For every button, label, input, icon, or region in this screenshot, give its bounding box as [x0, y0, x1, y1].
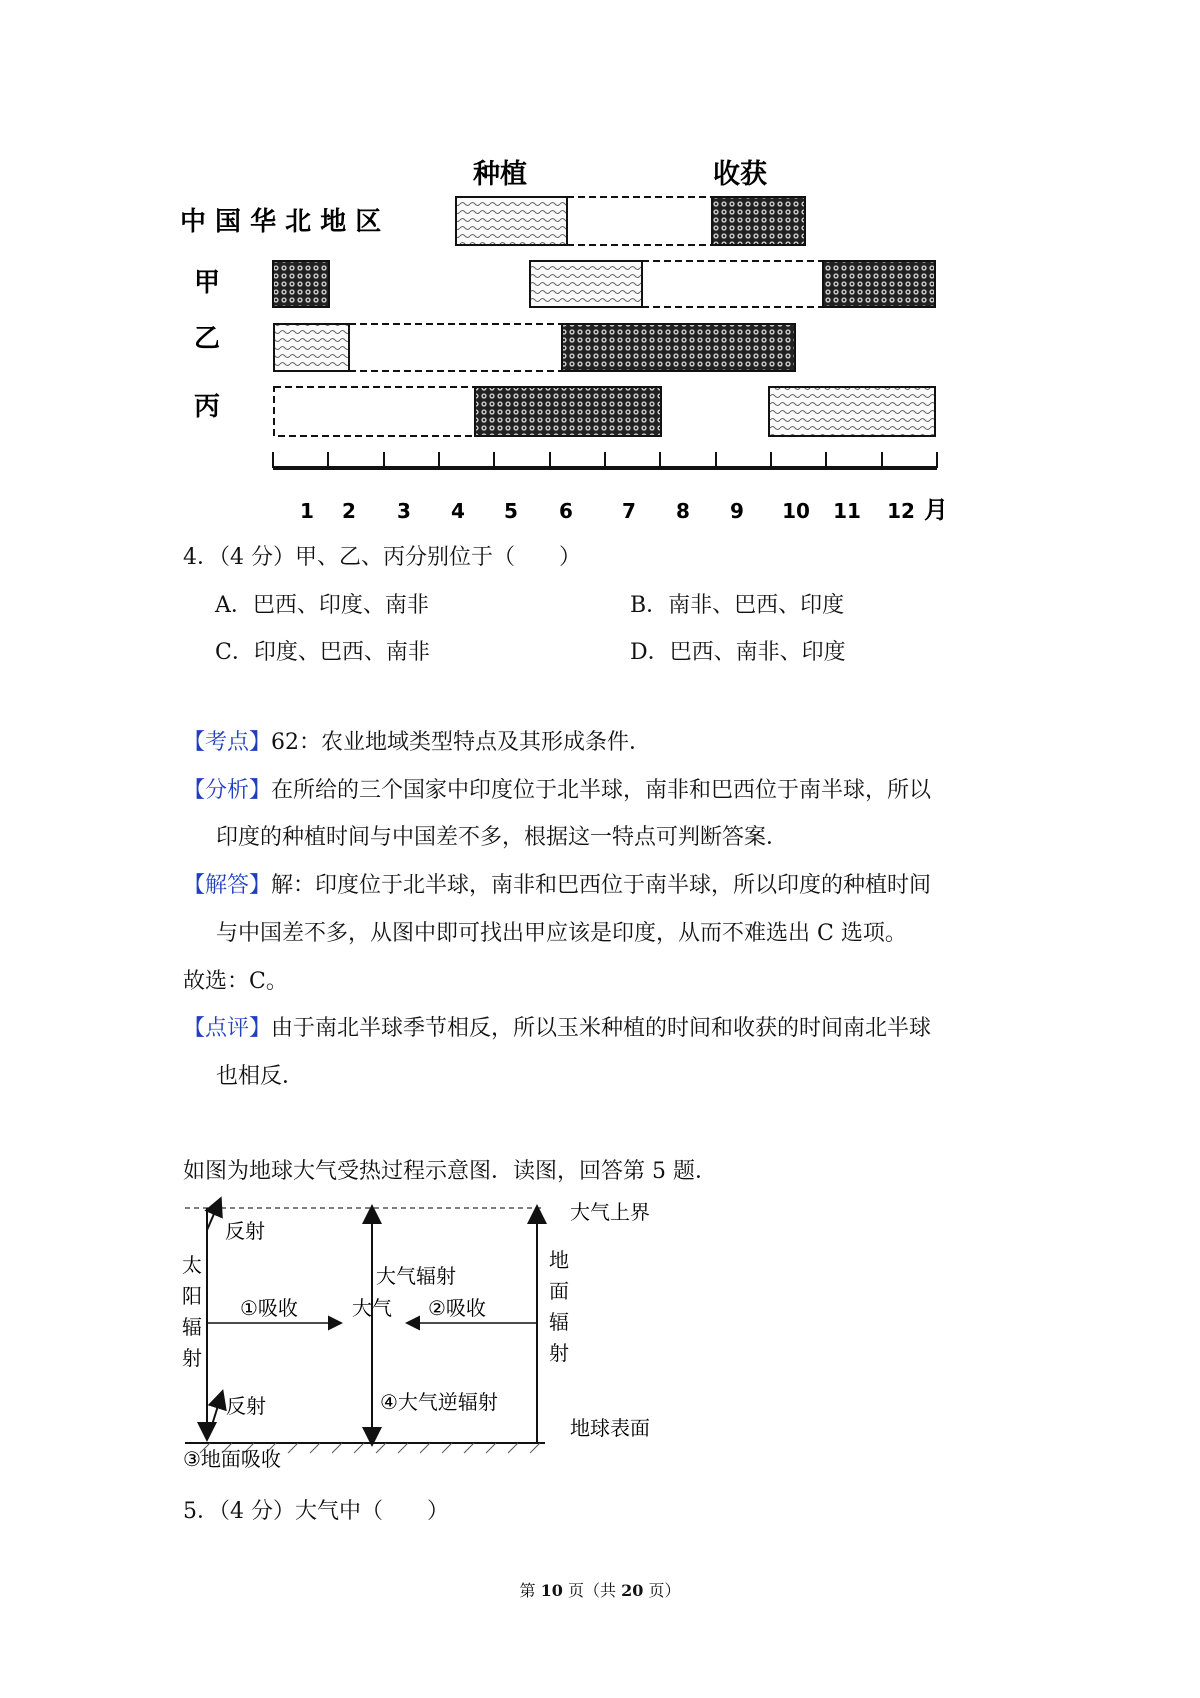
reflect-bottom-label: 反射 — [226, 1394, 266, 1418]
planting-bar — [530, 261, 642, 307]
earth-surface-label: 地球表面 — [570, 1416, 650, 1440]
harvest-bar — [712, 197, 805, 245]
page-number: 10 — [540, 1581, 563, 1600]
svg-text:太: 太 — [182, 1253, 202, 1277]
kaodian-line — [183, 731, 651, 755]
question-4-option-c: C．印度、巴西、南非 — [215, 640, 430, 665]
fenxi-text-2: 印度的种植时间与中国差不多，根据这一特点可判断答案． — [216, 825, 789, 850]
month-label: 2 — [342, 499, 356, 523]
question-4-stem: 4．（4 分）甲、乙、丙分别位于（ ） — [183, 545, 581, 570]
harvest-bar — [823, 261, 935, 307]
absorb-2-label: ②吸收 — [428, 1296, 486, 1320]
ground-absorb-label: ③地面吸收 — [183, 1447, 281, 1471]
fenxi-line-1 — [183, 779, 931, 803]
crop-calendar-chart — [0, 0, 1200, 530]
question-4-option-a: A．巴西、印度、南非 — [215, 593, 429, 618]
fenxi-tag: 【分析】 — [183, 778, 272, 803]
month-label: 3 — [397, 499, 411, 523]
atmosphere-radiation-label: 大气辐射 — [376, 1264, 456, 1288]
jieda-line-1 — [183, 874, 931, 898]
dianping-text-2: 也相反． — [216, 1064, 305, 1089]
page-total: 20 — [621, 1581, 644, 1600]
month-label: 1 — [300, 499, 314, 523]
harvest-bar — [273, 261, 329, 307]
svg-text:射: 射 — [182, 1346, 202, 1370]
dianping-text-1: 由于南北半球季节相反，所以玉米种植的时间和收获的时间南北半球 — [271, 1016, 932, 1041]
month-label: 9 — [730, 499, 744, 523]
planting-bar — [274, 324, 349, 371]
jieda-text-1: 解：印度位于北半球，南非和巴西位于南半球，所以印度的种植时间 — [271, 873, 932, 898]
month-tick-labels — [300, 496, 948, 524]
kaodian-text: 62：农业地域类型特点及其形成条件． — [271, 730, 652, 755]
reflect-top-arrow — [207, 1200, 220, 1230]
growing-period — [274, 387, 475, 436]
answer-line: 故选：C。 — [183, 969, 288, 994]
reflect-bottom-arrow — [212, 1393, 222, 1425]
solar-radiation-label — [182, 1253, 202, 1370]
row-yi — [274, 324, 795, 371]
question-5-stem: 5．（4 分）大气中（ ） — [183, 1499, 449, 1524]
reflect-top-label: 反射 — [225, 1219, 265, 1243]
month-label: 11 — [833, 499, 861, 523]
jieda-tag: 【解答】 — [183, 873, 272, 898]
kaodian-tag: 【考点】 — [183, 730, 272, 755]
page-footer: 第 10 页（共 20 页） — [519, 1581, 681, 1600]
question-5-intro: 如图为地球大气受热过程示意图．读图，回答第 5 题． — [183, 1159, 717, 1184]
legend-harvest: 收获 — [713, 159, 767, 190]
svg-text:辐: 辐 — [182, 1315, 202, 1339]
month-label: 5 — [504, 499, 518, 523]
svg-text:射: 射 — [549, 1341, 569, 1365]
ground-radiation-label — [549, 1248, 569, 1365]
month-label: 7 — [622, 499, 636, 523]
month-label: 6 — [559, 499, 573, 523]
row-label-huabei: 中 国 华 北 地 区 — [180, 207, 382, 237]
row-huabei — [456, 197, 805, 245]
row-label-bing: 丙 — [194, 392, 221, 422]
row-bing — [274, 387, 935, 436]
svg-text:阳: 阳 — [182, 1284, 202, 1308]
svg-text:辐: 辐 — [549, 1310, 569, 1334]
counter-radiation-label: ④大气逆辐射 — [380, 1390, 498, 1414]
harvest-bar — [475, 387, 661, 436]
month-unit: 月 — [924, 496, 948, 524]
question-4-option-d: D．巴西、南非、印度 — [630, 640, 846, 665]
svg-text:地: 地 — [549, 1248, 569, 1272]
planting-bar — [456, 197, 567, 245]
month-axis — [273, 452, 937, 468]
atmosphere-label: 大气 — [352, 1296, 392, 1320]
month-label: 12 — [887, 499, 915, 523]
row-jia — [273, 261, 935, 307]
legend-planting: 种植 — [473, 159, 527, 190]
row-label-jia: 甲 — [194, 268, 221, 298]
dianping-tag: 【点评】 — [183, 1016, 272, 1041]
month-label: 10 — [782, 499, 810, 523]
atmosphere-top-label: 大气上界 — [570, 1200, 650, 1224]
row-label-yi: 乙 — [194, 324, 221, 354]
harvest-bar — [562, 324, 795, 371]
fenxi-text-1: 在所给的三个国家中印度位于北半球，南非和巴西位于南半球，所以 — [271, 778, 932, 803]
planting-bar — [769, 387, 935, 436]
atmosphere-heating-diagram — [0, 1195, 700, 1480]
question-4-option-b: B．南非、巴西、印度 — [630, 593, 845, 618]
absorb-1-label: ①吸收 — [240, 1296, 298, 1320]
svg-text:面: 面 — [549, 1279, 569, 1303]
month-label: 4 — [451, 499, 465, 523]
jieda-text-2: 与中国差不多，从图中即可找出甲应该是印度，从而不难选出 C 选项。 — [216, 921, 907, 946]
month-label: 8 — [676, 499, 690, 523]
dianping-line-1 — [183, 1017, 931, 1041]
